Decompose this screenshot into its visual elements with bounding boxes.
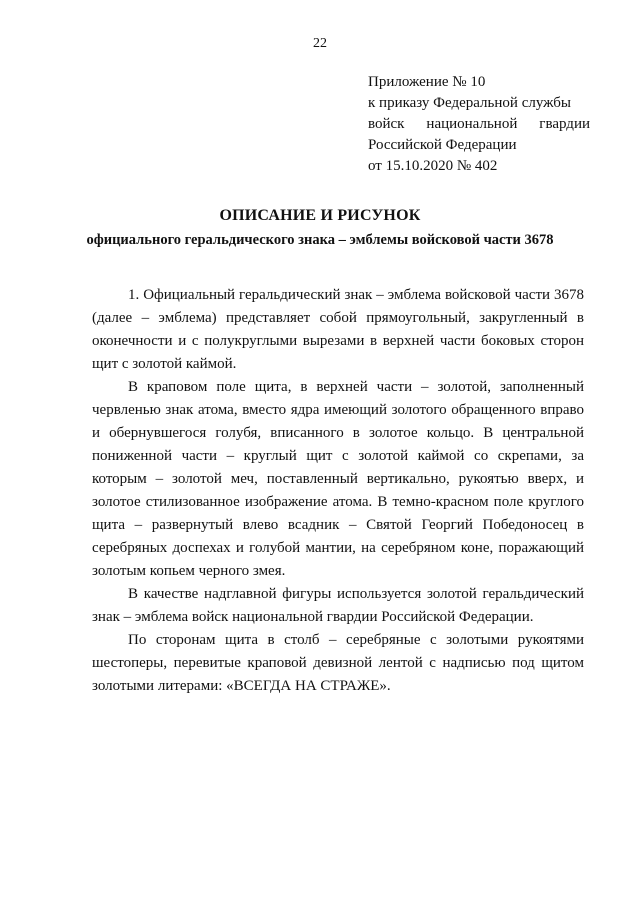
paragraph: 1. Официальный геральдический знак – эмблема войсковой части 3678 (далее – эмблема) представляет собой прямоугольный, закругленный в оконечности и с полукруглыми вырезами в верхней части боковых сторон щит с золотой каймой. — [92, 287, 584, 372]
appendix-line: Российской Федерации — [368, 137, 517, 153]
paragraph: По сторонам щита в столб – серебряные с золотыми рукоятями шестоперы, перевитые краповой девизной лентой с надписью под щитом золотыми литерами: «ВСЕГДА НА СТРАЖЕ». — [92, 632, 584, 694]
paragraph: В качестве надглавной фигуры используется золотой геральдический знак – эмблема войск национальной гвардии Российской Федерации. — [92, 586, 584, 625]
body-text — [92, 284, 584, 698]
page-number: 22 — [313, 36, 327, 51]
appendix-line: Приложение № 10 — [368, 74, 486, 90]
appendix-line: к приказу Федеральной службы — [368, 95, 572, 111]
appendix-line: от 15.10.2020 № 402 — [368, 158, 498, 174]
paragraph: В краповом поле щита, в верхней части – золотой, заполненный червленью знак атома, вместо ядра имеющий золотого обращенного вправо и обернувшегося голубя, вписанного в золотое кольцо. В центральной пониженной части – круглый щит с золотой каймой со скрепами, за которым – золотой меч, поставленный вертикально, рукоятью вверх, и золотое стилизованное изображение атома. В темно-красном поле круглого щита – развернутый влево всадник – Святой Георгий Победоносец в серебряных доспехах и голубой мантии, на серебряном коне, поражающий золотым копьем черного змея. — [92, 379, 584, 579]
document-title: ОПИСАНИЕ И РИСУНОК — [219, 207, 421, 224]
appendix-line: войск национальной гвардии — [368, 116, 590, 132]
appendix-block — [368, 72, 590, 177]
document-subtitle: официального геральдического знака – эмблемы войсковой части 3678 — [86, 232, 554, 248]
